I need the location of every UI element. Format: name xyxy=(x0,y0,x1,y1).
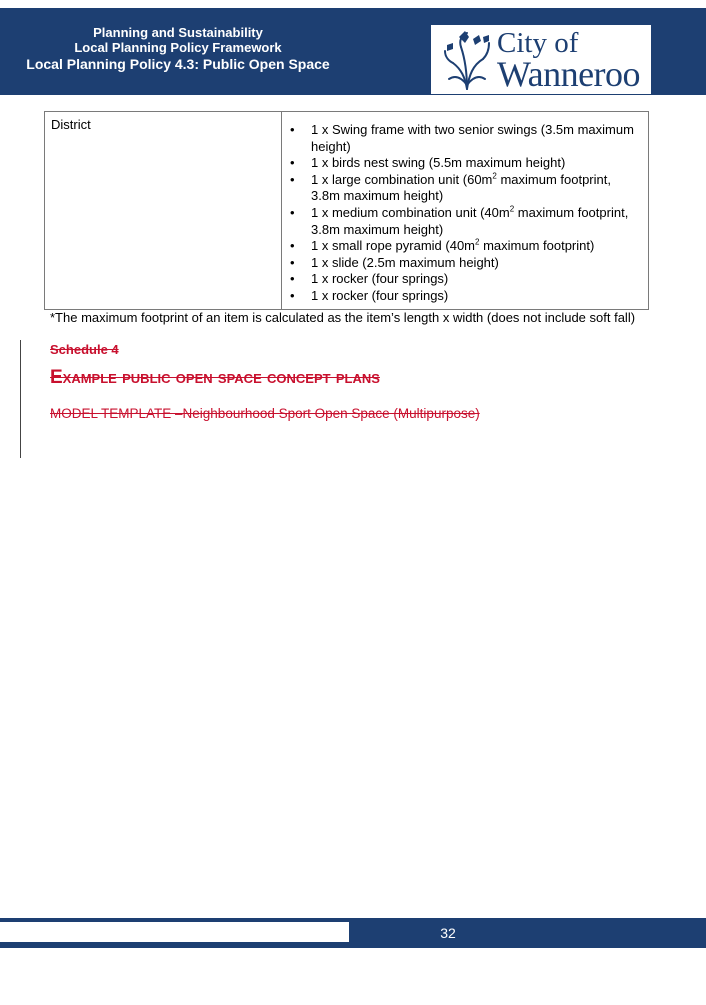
footprint-footnote: *The maximum footprint of an item is calculated as the item’s length x width (does not include soft fall) xyxy=(50,310,636,325)
list-item xyxy=(290,238,642,255)
list-item-text: 1 x slide (2.5m maximum height) xyxy=(311,254,499,270)
header-framework: Local Planning Policy Framework xyxy=(74,40,282,55)
list-item xyxy=(290,255,642,272)
superscript-unit: 2 xyxy=(475,237,480,247)
list-item-text: 1 x small rope pyramid (40m xyxy=(311,238,475,254)
schedule-heading-deleted: Schedule 4 xyxy=(50,342,119,357)
list-item xyxy=(290,155,642,172)
header-policy-title: Local Planning Policy 4.3: Public Open Space xyxy=(26,56,330,72)
list-item-text-cont: maximum footprint, 3.8m maximum height) xyxy=(311,171,611,204)
footer-white-strip xyxy=(0,922,349,942)
list-item-text: 1 x birds nest swing (5.5m maximum height) xyxy=(311,155,566,171)
list-item xyxy=(290,288,642,305)
logo-text-wanneroo: Wanneroo xyxy=(497,54,641,94)
category-cell: District xyxy=(45,112,282,310)
list-item-text: 1 x Swing frame with two senior swings (3.5m maximum height) xyxy=(311,122,634,154)
equipment-list xyxy=(290,122,642,305)
list-item-text-cont: maximum footprint, 3.8m maximum height) xyxy=(311,204,629,237)
page-number: 32 xyxy=(440,925,456,941)
example-plans-heading-deleted: Example public open space concept plans xyxy=(50,367,380,388)
equipment-table xyxy=(44,111,649,310)
list-item-text: 1 x large combination unit (60m xyxy=(311,171,493,187)
header-department: Planning and Sustainability xyxy=(93,25,263,40)
list-item-text: 1 x medium combination unit (40m xyxy=(311,204,510,220)
table-row xyxy=(45,112,649,310)
logo-text-city-of: City of xyxy=(497,27,579,59)
list-item-text-cont: maximum footprint) xyxy=(479,238,595,254)
list-item-text: 1 x rocker (four springs) xyxy=(311,287,449,303)
list-item-text: 1 x rocker (four springs) xyxy=(311,271,449,287)
list-item xyxy=(290,122,642,155)
city-of-wanneroo-logo xyxy=(431,25,651,94)
list-item xyxy=(290,271,642,288)
revision-change-bar xyxy=(20,340,21,458)
items-cell xyxy=(282,112,649,310)
superscript-unit: 2 xyxy=(509,204,515,214)
page-footer xyxy=(0,918,706,948)
superscript-unit: 2 xyxy=(492,171,497,181)
kangaroo-paw-icon xyxy=(439,29,495,91)
header-titles xyxy=(0,25,356,73)
page-header xyxy=(0,8,706,95)
model-template-deleted: MODEL TEMPLATE –Neighbourhood Sport Open Space (Multipurpose) xyxy=(50,406,480,421)
list-item xyxy=(290,172,642,205)
list-item xyxy=(290,205,642,238)
